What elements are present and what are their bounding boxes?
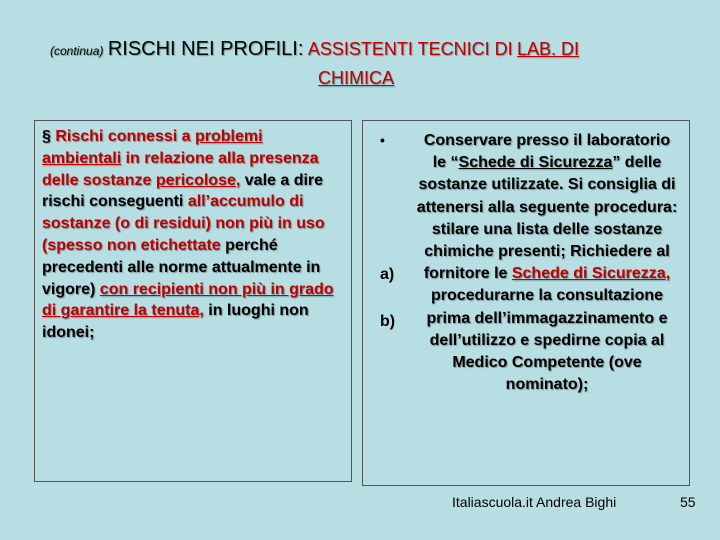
right-text-5: stilare una lista delle sostanze chimiche presenti;: [424, 220, 663, 261]
left-paragraph: [42, 126, 346, 344]
page-number: 55: [680, 494, 696, 510]
left-text-8: perché precedenti alle norme attualmente in vigore): [42, 236, 321, 298]
right-text-4: Si consiglia di attenersi alla seguente procedura:: [416, 176, 678, 216]
left-containers: con recipienti non più in grado di garantire la tenuta,: [42, 280, 334, 320]
title-part-3: LAB. DI: [517, 39, 580, 59]
left-text-7: all’accumulo di sostanze (o di residui) non più in uso (spesso non etichettate: [42, 193, 325, 254]
right-safety-sheets-2: Schede di Sicurezza,: [511, 265, 671, 283]
right-text-1: Conservare presso il laboratorio le “: [423, 132, 671, 172]
left-bullet: §: [42, 128, 51, 145]
title-part-1: RISCHI NEI PROFILI:: [107, 38, 304, 60]
right-safety-sheets: Schede di Sicurezza: [458, 154, 613, 172]
title-line-2: CHIMICA: [318, 68, 394, 88]
right-bullet: •: [380, 132, 385, 148]
left-text-6: vale a dire rischi conseguenti: [42, 171, 324, 211]
title-part-2: ASSISTENTI TECNICI DI: [307, 39, 513, 59]
footer-credit: Italiascuola.it Andrea Bighi: [452, 494, 617, 510]
label-b: b): [380, 313, 396, 330]
left-text-a: a: [181, 128, 191, 145]
label-a: a): [380, 266, 395, 283]
right-text-3: ” delle sostanze utilizzate.: [418, 154, 662, 194]
continua-label: (continua): [50, 44, 104, 58]
left-text-4: in relazione alla presenza delle sostanze: [42, 149, 319, 189]
title-line-1: [50, 38, 579, 61]
left-risk-label: Rischi connessi: [55, 128, 178, 145]
right-paragraph: [416, 130, 678, 396]
right-text-8: procedurarne la consultazione prima dell’immagazzinamento e dell’utilizzo e spedirne copia al Medico Competente (ove nominato);: [426, 287, 668, 394]
right-text-6: Richiedere al fornitore le: [423, 243, 670, 283]
left-env-problems: problemi ambientali: [42, 128, 263, 167]
left-dangerous: pericolose,: [155, 171, 241, 189]
left-text-10: in luoghi non idonei;: [42, 302, 309, 342]
